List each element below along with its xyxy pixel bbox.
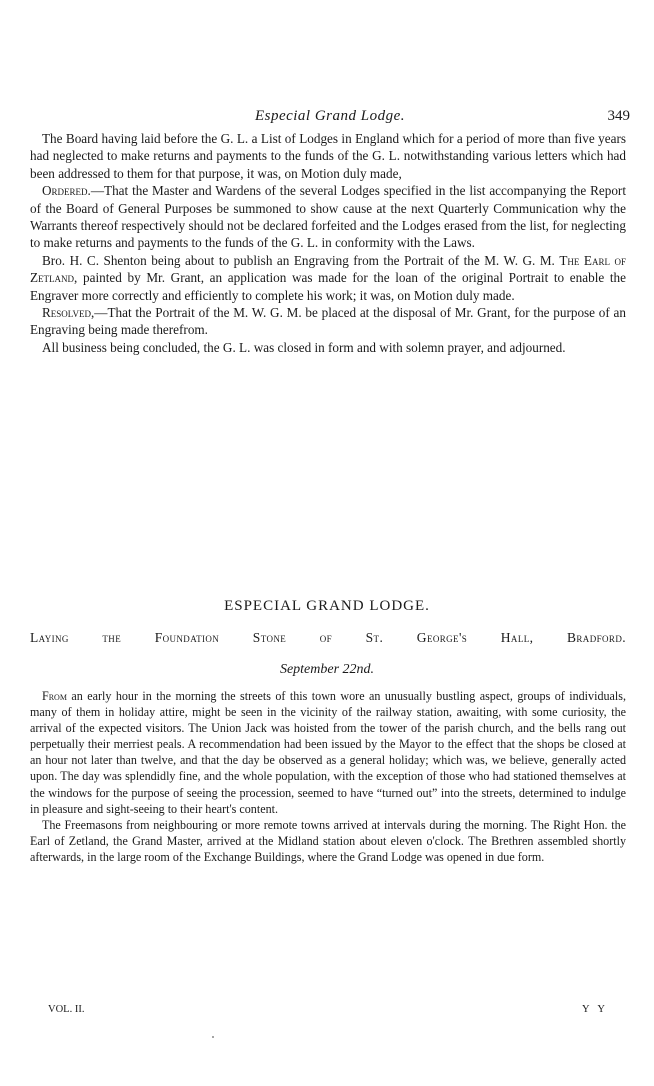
paragraph-ordered [30, 182, 626, 252]
paragraph-resolved [30, 304, 626, 339]
proceedings-text [30, 130, 626, 356]
earl-name: The Earl of Zetland [30, 252, 626, 286]
running-head [30, 108, 630, 130]
paragraph-text: Bro. H. C. Shenton being about to publish an Engraving from the Portrait of the M. W. G. M. [42, 252, 560, 268]
paragraph-board-list [30, 130, 626, 182]
paragraph-freemasons [30, 817, 626, 865]
paragraph-morning [30, 688, 626, 817]
section-title: ESPECIAL GRAND LODGE. [224, 598, 430, 614]
ordered-lead: Ordered. [42, 183, 91, 199]
page-footer [48, 1004, 608, 1020]
paragraph-text: The Board having laid before the G. L. a List of Lodges in England which for a period of more than five years had neglected to make returns and payments to the funds of the G. L. notwithstanding various letters which had been addressed to them for that purpose, it was, on Motion duly made, [30, 131, 626, 181]
paragraph-text: , painted by Mr. Grant, an application was made for the loan of the original Portrait to enable the Engraver more correctly and efficiently to complete his work; it was, on Motion duly made. [30, 270, 626, 303]
paragraph-shenton [30, 252, 626, 304]
paragraph-text: —That the Master and Wardens of the several Lodges specified in the list accompanying the Report of the Board of General Purposes be summoned to show cause at the next Quarterly Communication why the Warrants thereof respectively should not be declared forfeited and the Lodges erased from the list, for neglecting to make returns and payments to the funds of the G. L. in conformity with the Laws. [30, 183, 626, 251]
bradford-report [30, 688, 626, 865]
section-date: September 22nd. [279, 662, 375, 677]
volume-label: VOL. II. [48, 1004, 85, 1015]
paragraph-text: The Freemasons from neighbouring or more remote towns arrived at intervals during the morning. The Right Hon. the Earl of Zetland, the Grand Master, arrived at the Midland station about eleven o'clock. The Brethren assembled shortly afterwards, in the large room of the Exchange Buildings, where the Grand Lodge was opened in due form. [30, 817, 626, 864]
section-subtitle: Laying the Foundation Stone of St. George's Hall, Bradford. [30, 630, 626, 645]
running-title: Especial Grand Lodge. [254, 108, 406, 124]
from-lead: From [42, 689, 67, 703]
paragraph-text: an early hour in the morning the streets of this town wore an unusually bustling aspect, groups of individuals, many of them in holiday attire, might be seen in the vicinity of the railway station, awaiting, with some curiosity, the arrival of the expected visitors. The Union Jack was hoisted from the tower of the parish church, and the bells rang out perpetually their merriest peals. A recommendation had been issued by the Mayor to the effect that the shops be closed at an hour not later than twelve, and that the day be observed as a general holiday; which was, we believe, generally acted upon. The day was splendidly fine, and the whole population, with the exception of those who had stationed themselves at the windows for the purpose of seeing the procession, seemed to have “turned out” into the streets, determined to indulge in pleasure and sight-seeing to their heart's content. [30, 689, 626, 816]
resolved-lead: Resolved, [42, 305, 95, 321]
ink-speck [212, 1036, 214, 1038]
signature-mark: Y Y [581, 1004, 608, 1015]
paragraph-closing [30, 339, 626, 356]
paragraph-text: All business being concluded, the G. L. was closed in form and with solemn prayer, and adjourned. [42, 339, 566, 355]
paragraph-text: —That the Portrait of the M. W. G. M. be placed at the disposal of Mr. Grant, for the purpose of an Engraving being made therefrom. [30, 305, 626, 338]
page-number: 349 [607, 108, 630, 124]
